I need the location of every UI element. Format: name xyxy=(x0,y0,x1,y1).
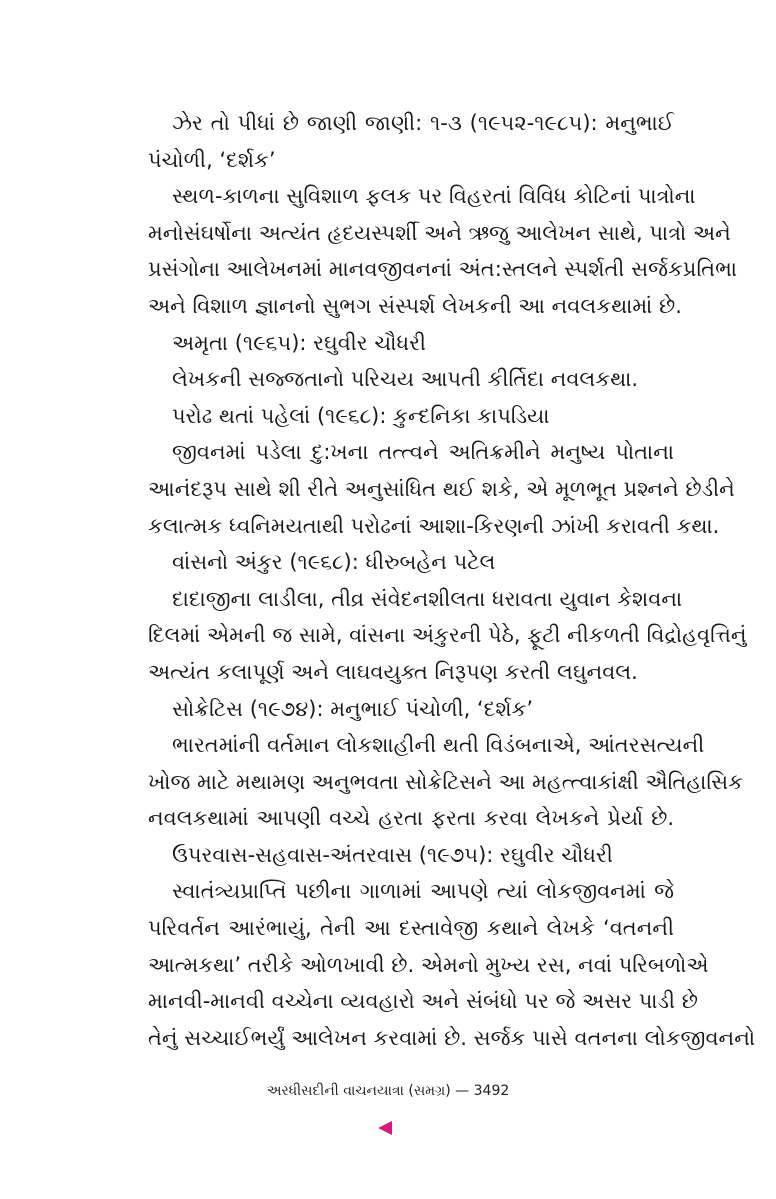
book-entry xyxy=(148,691,743,837)
entry-body-line: દાદાજીના લાડીલા, તીવ્ર સંવેદનશીલતા ધરાવતા યુવાન કેશવના xyxy=(172,586,683,611)
entry-heading: વાંસનો અંકુર (૧૯૬૮): ધીરુબહેન પટેલ xyxy=(172,550,496,575)
entry-body-line: આત્મકથા’ તરીકે ઓળખાવી છે. એમનો મુખ્ય રસ, નવાં પરિબળોએ xyxy=(148,952,709,977)
entry-body-line: જીવનમાં પડેલા દુ:ખના તત્ત્વને અતિક્રમીને મનુષ્ય પોતાના xyxy=(172,440,674,465)
entry-heading: ઉપરવાસ-સહવાસ-અંતરવાસ (૧૯૭૫): રઘુવીર ચૌધરી xyxy=(172,842,613,867)
entry-body-line: સ્થળ-કાળના સુવિશાળ ફલક પર વિહરતાં વિવિધ કોટિનાં પાત્રોના xyxy=(172,184,696,209)
entry-body-line: અને વિશાળ જ્ઞાનનો સુભગ સંસ્પર્શ લેખકની આ નવલકથામાં છે. xyxy=(148,293,682,318)
book-entry xyxy=(148,325,674,398)
entry-body-line: સ્વાતંત્ર્યપ્રાપ્તિ પછીના ગાળામાં આપણે ત્યાં લોકજીવનમાં જે xyxy=(172,879,674,904)
page-footer: અરધીસદીની વાચનયાત્રા (સમગ્ર) — 3492 xyxy=(266,1083,510,1099)
entry-body-line: અત્યંત કલાપૂર્ણ અને લાઘવયુક્ત નિરૂપણ કરતી લઘુનવલ. xyxy=(148,659,638,684)
entry-heading: અમૃતા (૧૯૬૫): રઘુવીર ચૌધરી xyxy=(172,330,426,355)
entry-body-line: ભારતમાંની વર્તમાન લોકશાહીની થતી વિડંબનાએ, આંતરસત્યની xyxy=(172,733,705,758)
entry-body-line: પ્રસંગોના આલેખનમાં માનવજીવનનાં અંત:સ્તલને સ્પર્શતી સર્જકપ્રતિભા xyxy=(148,257,738,282)
book-entry xyxy=(148,544,747,690)
entry-body-line: નવલકથામાં આપણી વચ્ચે હરતા ફરતા કરવા લેખકને પ્રેર્યા છે. xyxy=(148,806,674,831)
entry-body-line: મનોસંઘર્ષોના અત્યંત હૃદયસ્પર્શી અને ઋજુ આલેખન સાથે, પાત્રો અને xyxy=(148,220,731,245)
entry-body-line: પરિવર્તન આરંભાયું, તેની આ દસ્તાવેજી કથાને લેખકે ‘વતનની xyxy=(148,916,674,941)
book-entry xyxy=(148,837,756,1057)
prev-page-arrow-icon[interactable] xyxy=(378,1121,392,1135)
book-entry xyxy=(148,398,735,544)
entry-heading: પંચોળી, ‘દર્શક’ xyxy=(148,147,276,172)
entry-body-line: આનંદરૂપ સાથે શી રીતે અનુસાંધિત થઈ શકે, એ મૂળભૂત પ્રશ્નને છેડીને xyxy=(148,476,735,501)
entry-heading: ઝેર તો પીધાં છે જાણી જાણી: ૧-૩ (૧૯૫૨-૧૯૮૫): મનુભાઈ xyxy=(172,111,674,135)
entry-body-line: કલાત્મક ધ્વનિમયતાથી પરોઢનાં આશા-કિરણની ઝાંખી કરાવતી કથા. xyxy=(148,513,720,538)
entry-body-line: ખોજ માટે મથામણ અનુભવતા સોક્રેટિસને આ મહત્ત્વાકાંક્ષી ઐતિહાસિક xyxy=(148,769,743,794)
book-entry xyxy=(148,105,738,325)
page-content xyxy=(148,105,756,1056)
entry-heading: સોક્રેટિસ (૧૯૭૪): મનુભાઈ પંચોળી, ‘દર્શક’ xyxy=(172,696,534,721)
entry-body-line: દિલમાં એમની જ સામે, વાંસના અંકુરની પેઠે, ફૂટી નીકળતી વિદ્રોહવૃત્તિનું xyxy=(148,623,747,648)
entry-body-line: તેનું સચ્ચાઈભર્યું આલેખન કરવામાં છે. સર્જક પાસે વતનના લોકજીવનનો xyxy=(148,1025,756,1050)
entry-body-line: લેખકની સજ્જતાનો પરિચય આપતી કીર્તિદા નવલકથા. xyxy=(172,367,639,392)
entry-heading: પરોઢ થતાં પહેલાં (૧૯૬૮): કુન્દનિકા કાપડિયા xyxy=(172,403,550,428)
entry-body-line: માનવી-માનવી વચ્ચેના વ્યવહારો અને સંબંધો પર જે અસર પાડી છે xyxy=(148,989,698,1014)
